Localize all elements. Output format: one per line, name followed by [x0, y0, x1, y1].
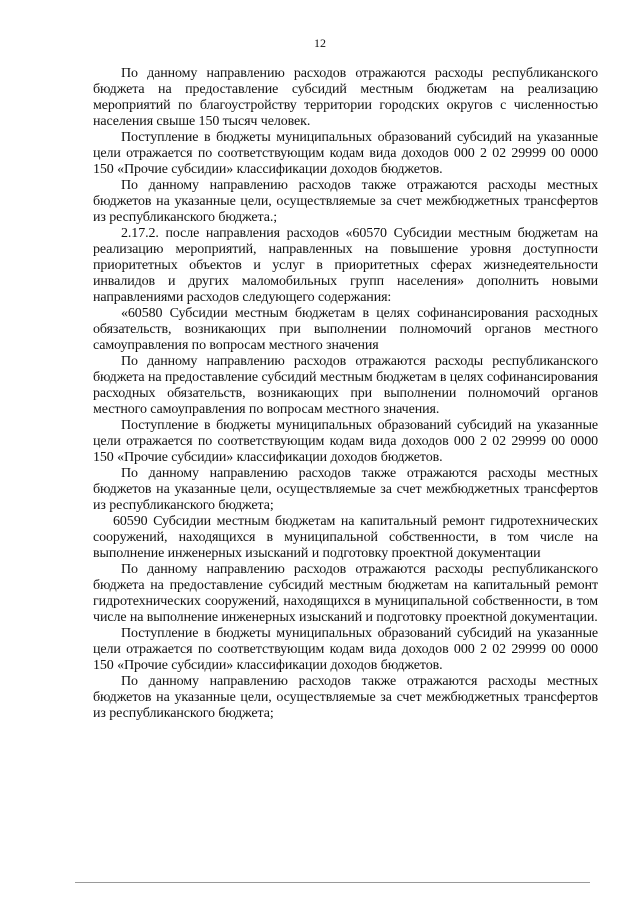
- document-body: [93, 66, 598, 722]
- paragraph: Поступление в бюджеты муниципальных образований субсидий на указанные цели отражается по соответствующим кодам вида доходов 000 2 02 29999 00 0000 150 «Прочие субсидии» классификации доходов бюджетов.: [93, 626, 598, 673]
- bottom-rule: [75, 882, 590, 883]
- page-number: 12: [314, 36, 326, 50]
- paragraph: 2.17.2. после направления расходов «60570 Субсидии местным бюджетам на реализацию мероприятий, направленных на повышение уровня доступности приоритетных объектов и услуг в приоритетных сферах жизнедеятельности инвалидов и других маломобильных групп населения» дополнить новыми направлениями расходов следующего содержания:: [93, 226, 598, 305]
- paragraph: По данному направлению расходов также отражаются расходы местных бюджетов на указанные цели, осуществляемые за счет межбюджетных трансфертов из республиканского бюджета;: [93, 674, 598, 721]
- paragraph: По данному направлению расходов отражаются расходы республиканского бюджета на предоставление субсидий местным бюджетам на капитальный ремонт гидротехнических сооружений, находящихся в муниципальной собственности, в том числе на выполнение инженерных изысканий и подготовку проектной документации.: [93, 562, 598, 625]
- paragraph: Поступление в бюджеты муниципальных образований субсидий на указанные цели отражается по соответствующим кодам вида доходов 000 2 02 29999 00 0000 150 «Прочие субсидии» классификации доходов бюджетов.: [93, 130, 598, 177]
- paragraph: 60590 Субсидии местным бюджетам на капитальный ремонт гидротехнических сооружений, находящихся в муниципальной собственности, в том числе на выполнение инженерных изысканий и подготовку проектной документации: [93, 514, 598, 561]
- paragraph: По данному направлению расходов отражаются расходы республиканского бюджета на предоставление субсидий местным бюджетам в целях софинансирования расходных обязательств, возникающих при выполнении полномочий органов местного самоуправления по вопросам местного значения.: [93, 354, 598, 417]
- paragraph: Поступление в бюджеты муниципальных образований субсидий на указанные цели отражается по соответствующим кодам вида доходов 000 2 02 29999 00 0000 150 «Прочие субсидии» классификации доходов бюджетов.: [93, 418, 598, 465]
- paragraph: «60580 Субсидии местным бюджетам в целях софинансирования расходных обязательств, возникающих при выполнении полномочий органов местного самоуправления по вопросам местного значения: [93, 306, 598, 353]
- paragraph: По данному направлению расходов отражаются расходы республиканского бюджета на предоставление субсидий местным бюджетам на реализацию мероприятий по благоустройству территории городских округов с численностью населения свыше 150 тысяч человек.: [93, 66, 598, 129]
- paragraph: По данному направлению расходов также отражаются расходы местных бюджетов на указанные цели, осуществляемые за счет межбюджетных трансфертов из республиканского бюджета;: [93, 466, 598, 513]
- paragraph: По данному направлению расходов также отражаются расходы местных бюджетов на указанные цели, осуществляемые за счет межбюджетных трансфертов из республиканского бюджета.;: [93, 178, 598, 225]
